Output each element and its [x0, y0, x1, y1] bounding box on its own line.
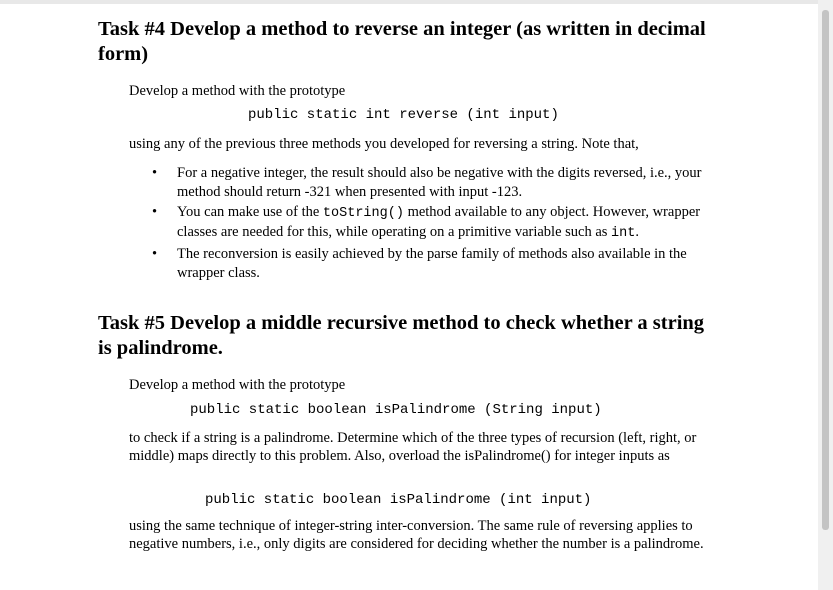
- task5-description: to check if a string is a palindrome. Determine which of the three types of recursion (left, right, or middle) maps directly to this problem. Also, overload the isPalindrome() for integer inputs as: [129, 430, 697, 464]
- bullet-marker: •: [152, 165, 158, 181]
- inline-code-tostring: toString(): [322, 205, 404, 221]
- inline-code-int: int: [611, 226, 636, 241]
- task5-prototype-int: public static boolean isPalindrome (int input): [205, 492, 592, 508]
- bullet-marker: •: [152, 246, 158, 262]
- task5-conclusion: using the same technique of integer-string inter-conversion. The same rule of reversing applies to negative numbers, i.e., only digits are considered for deciding whether the number is a palindrome.: [129, 518, 704, 552]
- task5-prototype-string: public static boolean isPalindrome (String input): [190, 402, 602, 418]
- task4-intro: Develop a method with the prototype: [129, 83, 346, 99]
- bullet-text: For a negative integer, the result should also be negative with the digits reversed, i.e., your method should return -321 when presented with input -123.: [177, 165, 702, 200]
- bullet-text-mid: method available to any object. However, wrapper classes are needed for this, while operating on a primitive variable such as: [177, 203, 701, 240]
- task4-prototype: public static int reverse (int input): [248, 107, 559, 123]
- list-item: [152, 164, 722, 201]
- task4-note: using any of the previous three methods you developed for reversing a string. Note that,: [129, 136, 639, 152]
- list-item: [152, 203, 722, 244]
- task5-intro: Develop a method with the prototype: [129, 377, 346, 393]
- bullet-text-pre: You can make use of the: [177, 203, 323, 220]
- task5-heading: Task #5 Develop a middle recursive method to check whether a string is palindrome.: [98, 312, 705, 359]
- vertical-scrollbar[interactable]: [818, 0, 833, 590]
- list-item: [152, 245, 722, 282]
- document-page: [0, 4, 818, 590]
- bullet-text: The reconversion is easily achieved by the parse family of methods also available in the wrapper class.: [177, 246, 687, 281]
- bullet-text-post: .: [635, 224, 639, 240]
- task4-heading: Task #4 Develop a method to reverse an integer (as written in decimal form): [98, 18, 706, 65]
- task4-bullet-list: [152, 164, 722, 284]
- bullet-marker: •: [152, 203, 158, 220]
- scrollbar-thumb[interactable]: [822, 10, 829, 530]
